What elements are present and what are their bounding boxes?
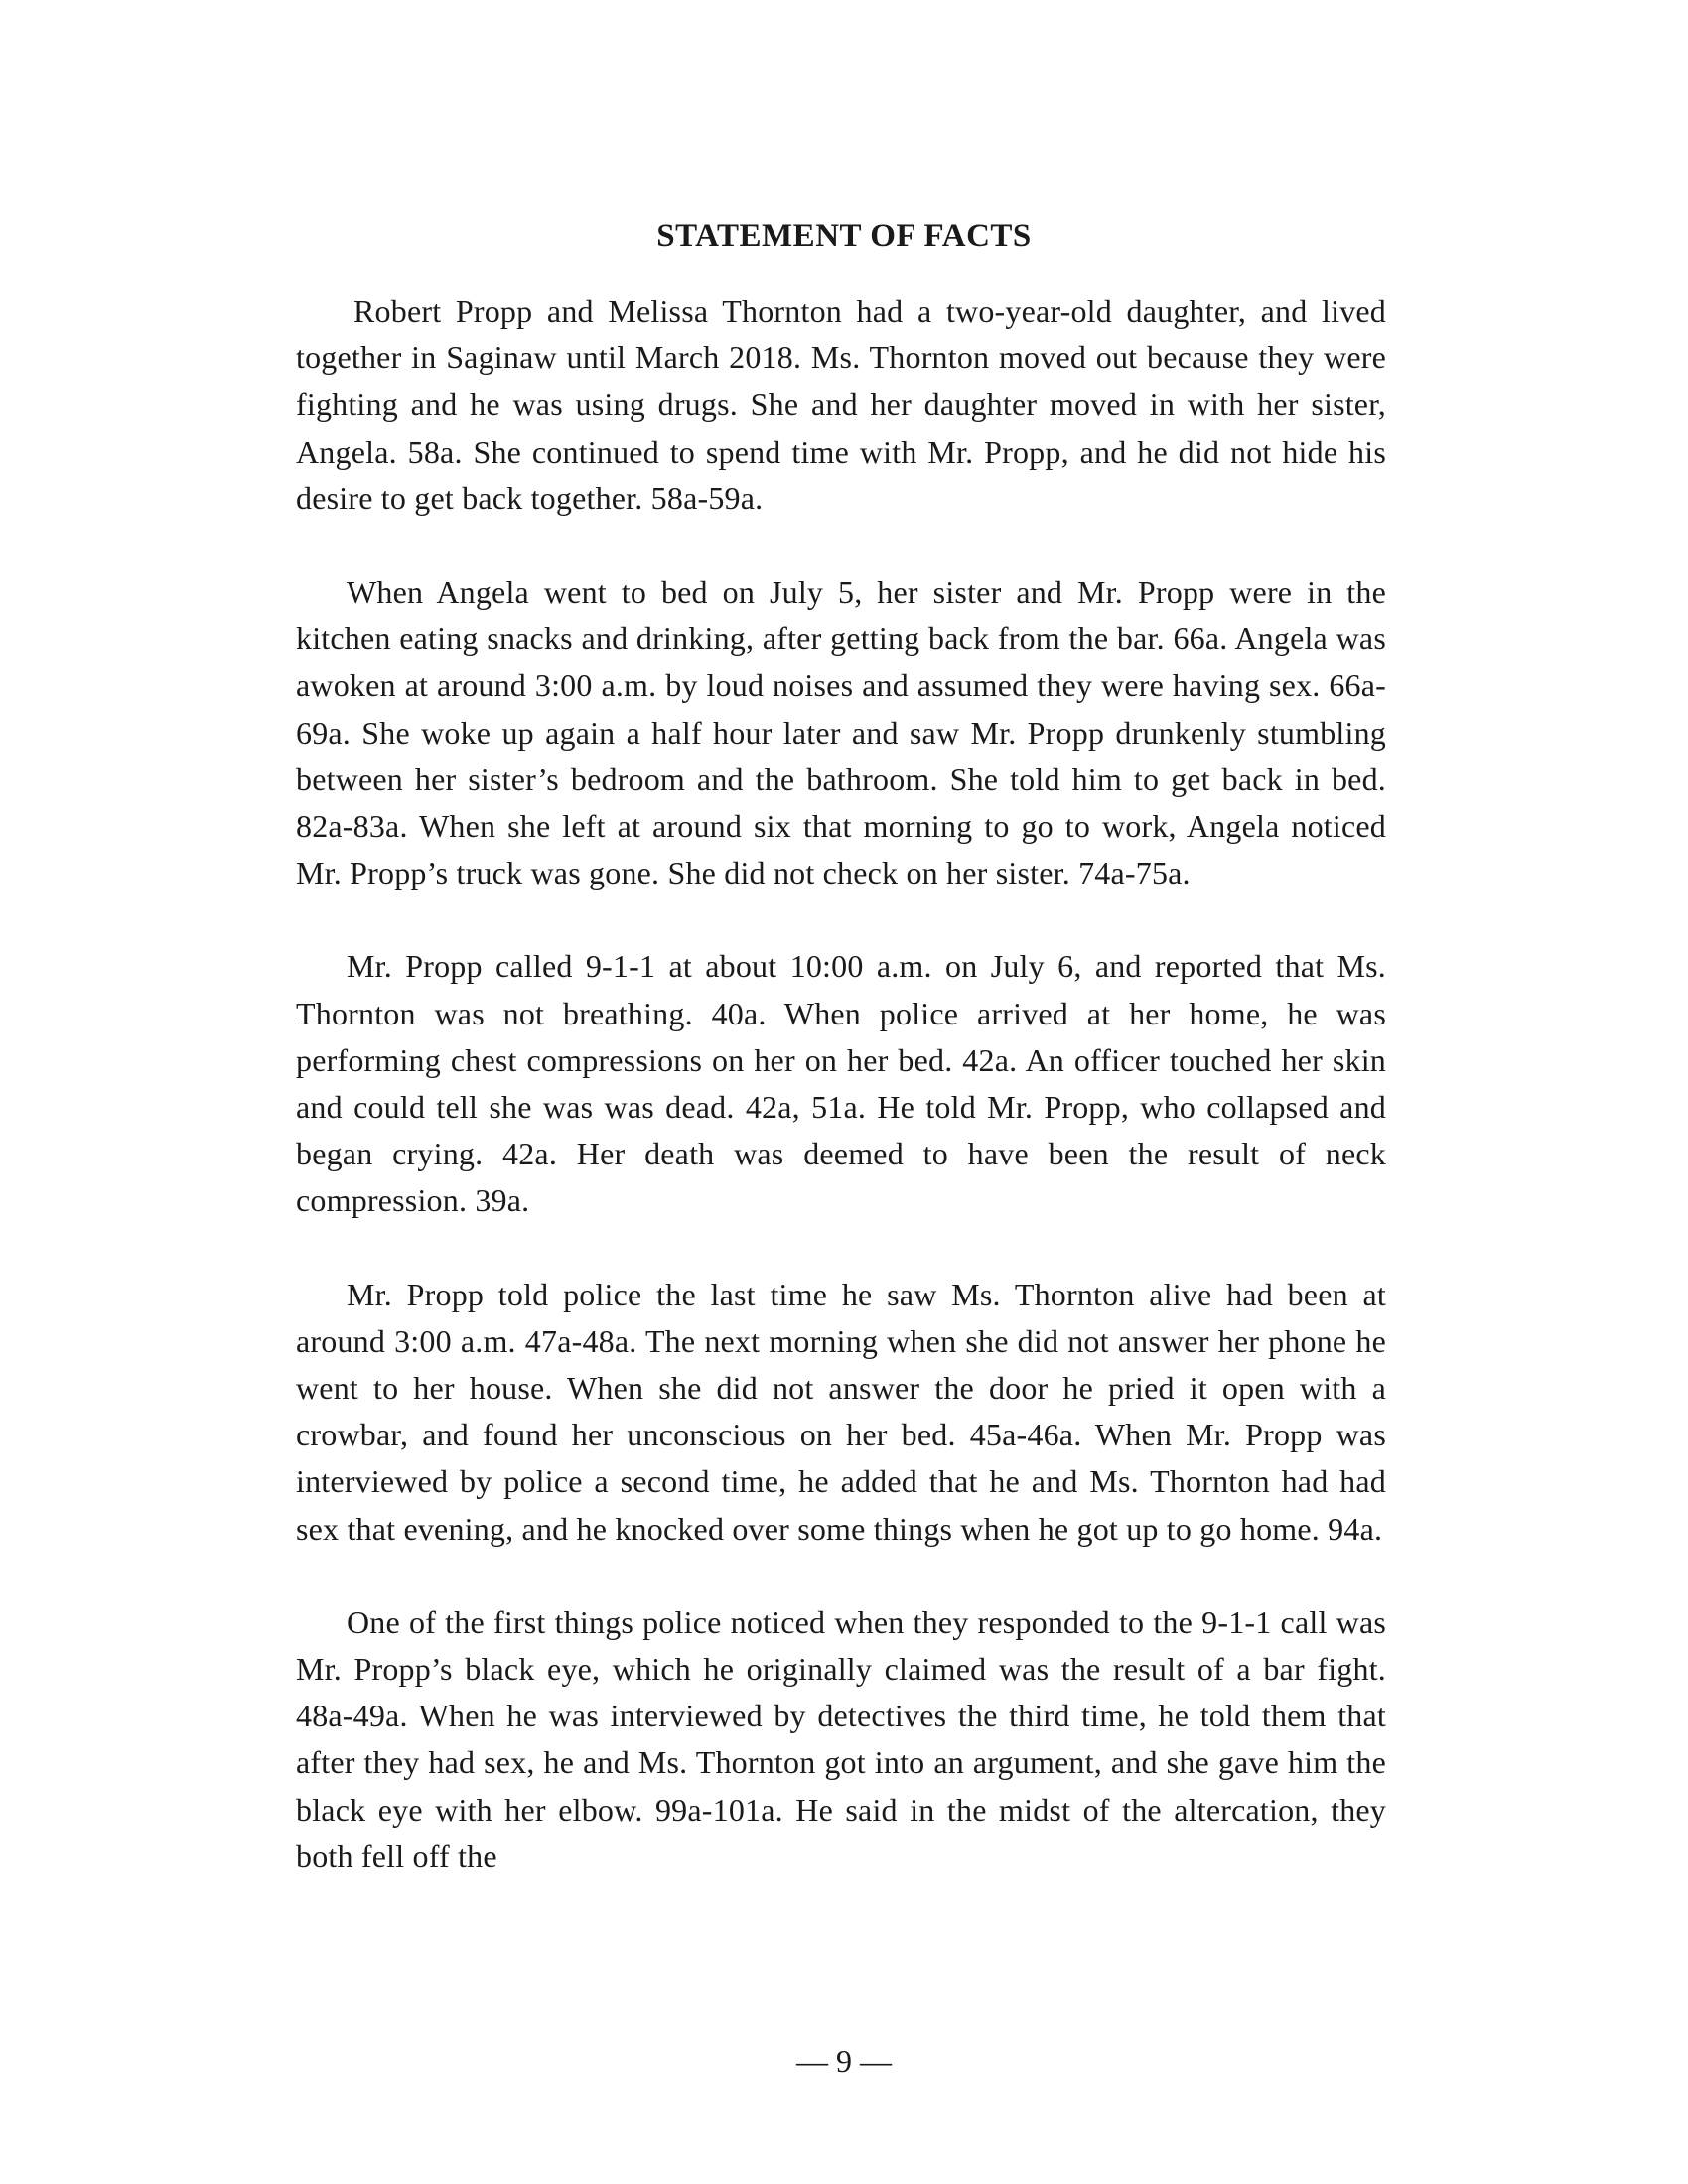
paragraph-4: Mr. Propp told police the last time he saw Ms. Thornton alive had been at around 3:00 a.m. 47a-48a. The next morning when she did not answer her phone he went to her house. When she did not answer the door he pried it open with a crowbar, and found her unconscious on her bed. 45a-46a. When Mr. Propp was interviewed by police a second time, he added that he and Ms. Thornton had had sex that evening, and he knocked over some things when he got up to go home. 94a. bbox=[296, 1276, 1386, 1547]
body-text bbox=[296, 288, 1386, 1880]
paragraph-3: Mr. Propp called 9-1-1 at about 10:00 a.m. on July 6, and reported that Ms. Thornton was not breathing. 40a. When police arrived at her home, he was performing chest compressions on her on her bed. 42a. An officer touched her skin and could tell she was was dead. 42a, 51a. He told Mr. Propp, who collapsed and began crying. 42a. Her death was deemed to have been the result of neck compression. 39a. bbox=[296, 948, 1386, 1219]
section-heading: STATEMENT OF FACTS bbox=[656, 218, 1032, 254]
paragraph-5: One of the first things police noticed when they responded to the 9-1-1 call was Mr. Propp’s black eye, which he originally claimed was the result of a bar fight. 48a-49a. When he was interviewed by detectives the third time, he told them that after they had sex, he and Ms. Thornton got into an argument, and she gave him the black eye with her elbow. 99a-101a. He said in the midst of the altercation, they both fell off the bbox=[296, 1603, 1386, 1874]
paragraph-2: When Angela went to bed on July 5, her sister and Mr. Propp were in the kitchen eating snacks and drinking, after getting back from the bar. 66a. Angela was awoken at around 3:00 a.m. by loud noises and assumed they were having sex. 66a-69a. She woke up again a half hour later and saw Mr. Propp drunkenly stumbling between her sister’s bedroom and the bathroom. She told him to get back in bed. 82a-83a. When she left at around six that morning to go to work, Angela noticed Mr. Propp’s truck was gone. She did not check on her sister. 74a-75a. bbox=[296, 574, 1386, 891]
page-number: — 9 — bbox=[796, 2043, 892, 2079]
paragraph-1: Robert Propp and Melissa Thornton had a two-year-old daughter, and lived together in Saginaw until March 2018. Ms. Thornton moved out because they were fighting and he was using drugs. She and her daughter moved in with her sister, Angela. 58a. She continued to spend time with Mr. Propp, and he did not hide his desire to get back together. 58a-59a. bbox=[296, 293, 1386, 516]
